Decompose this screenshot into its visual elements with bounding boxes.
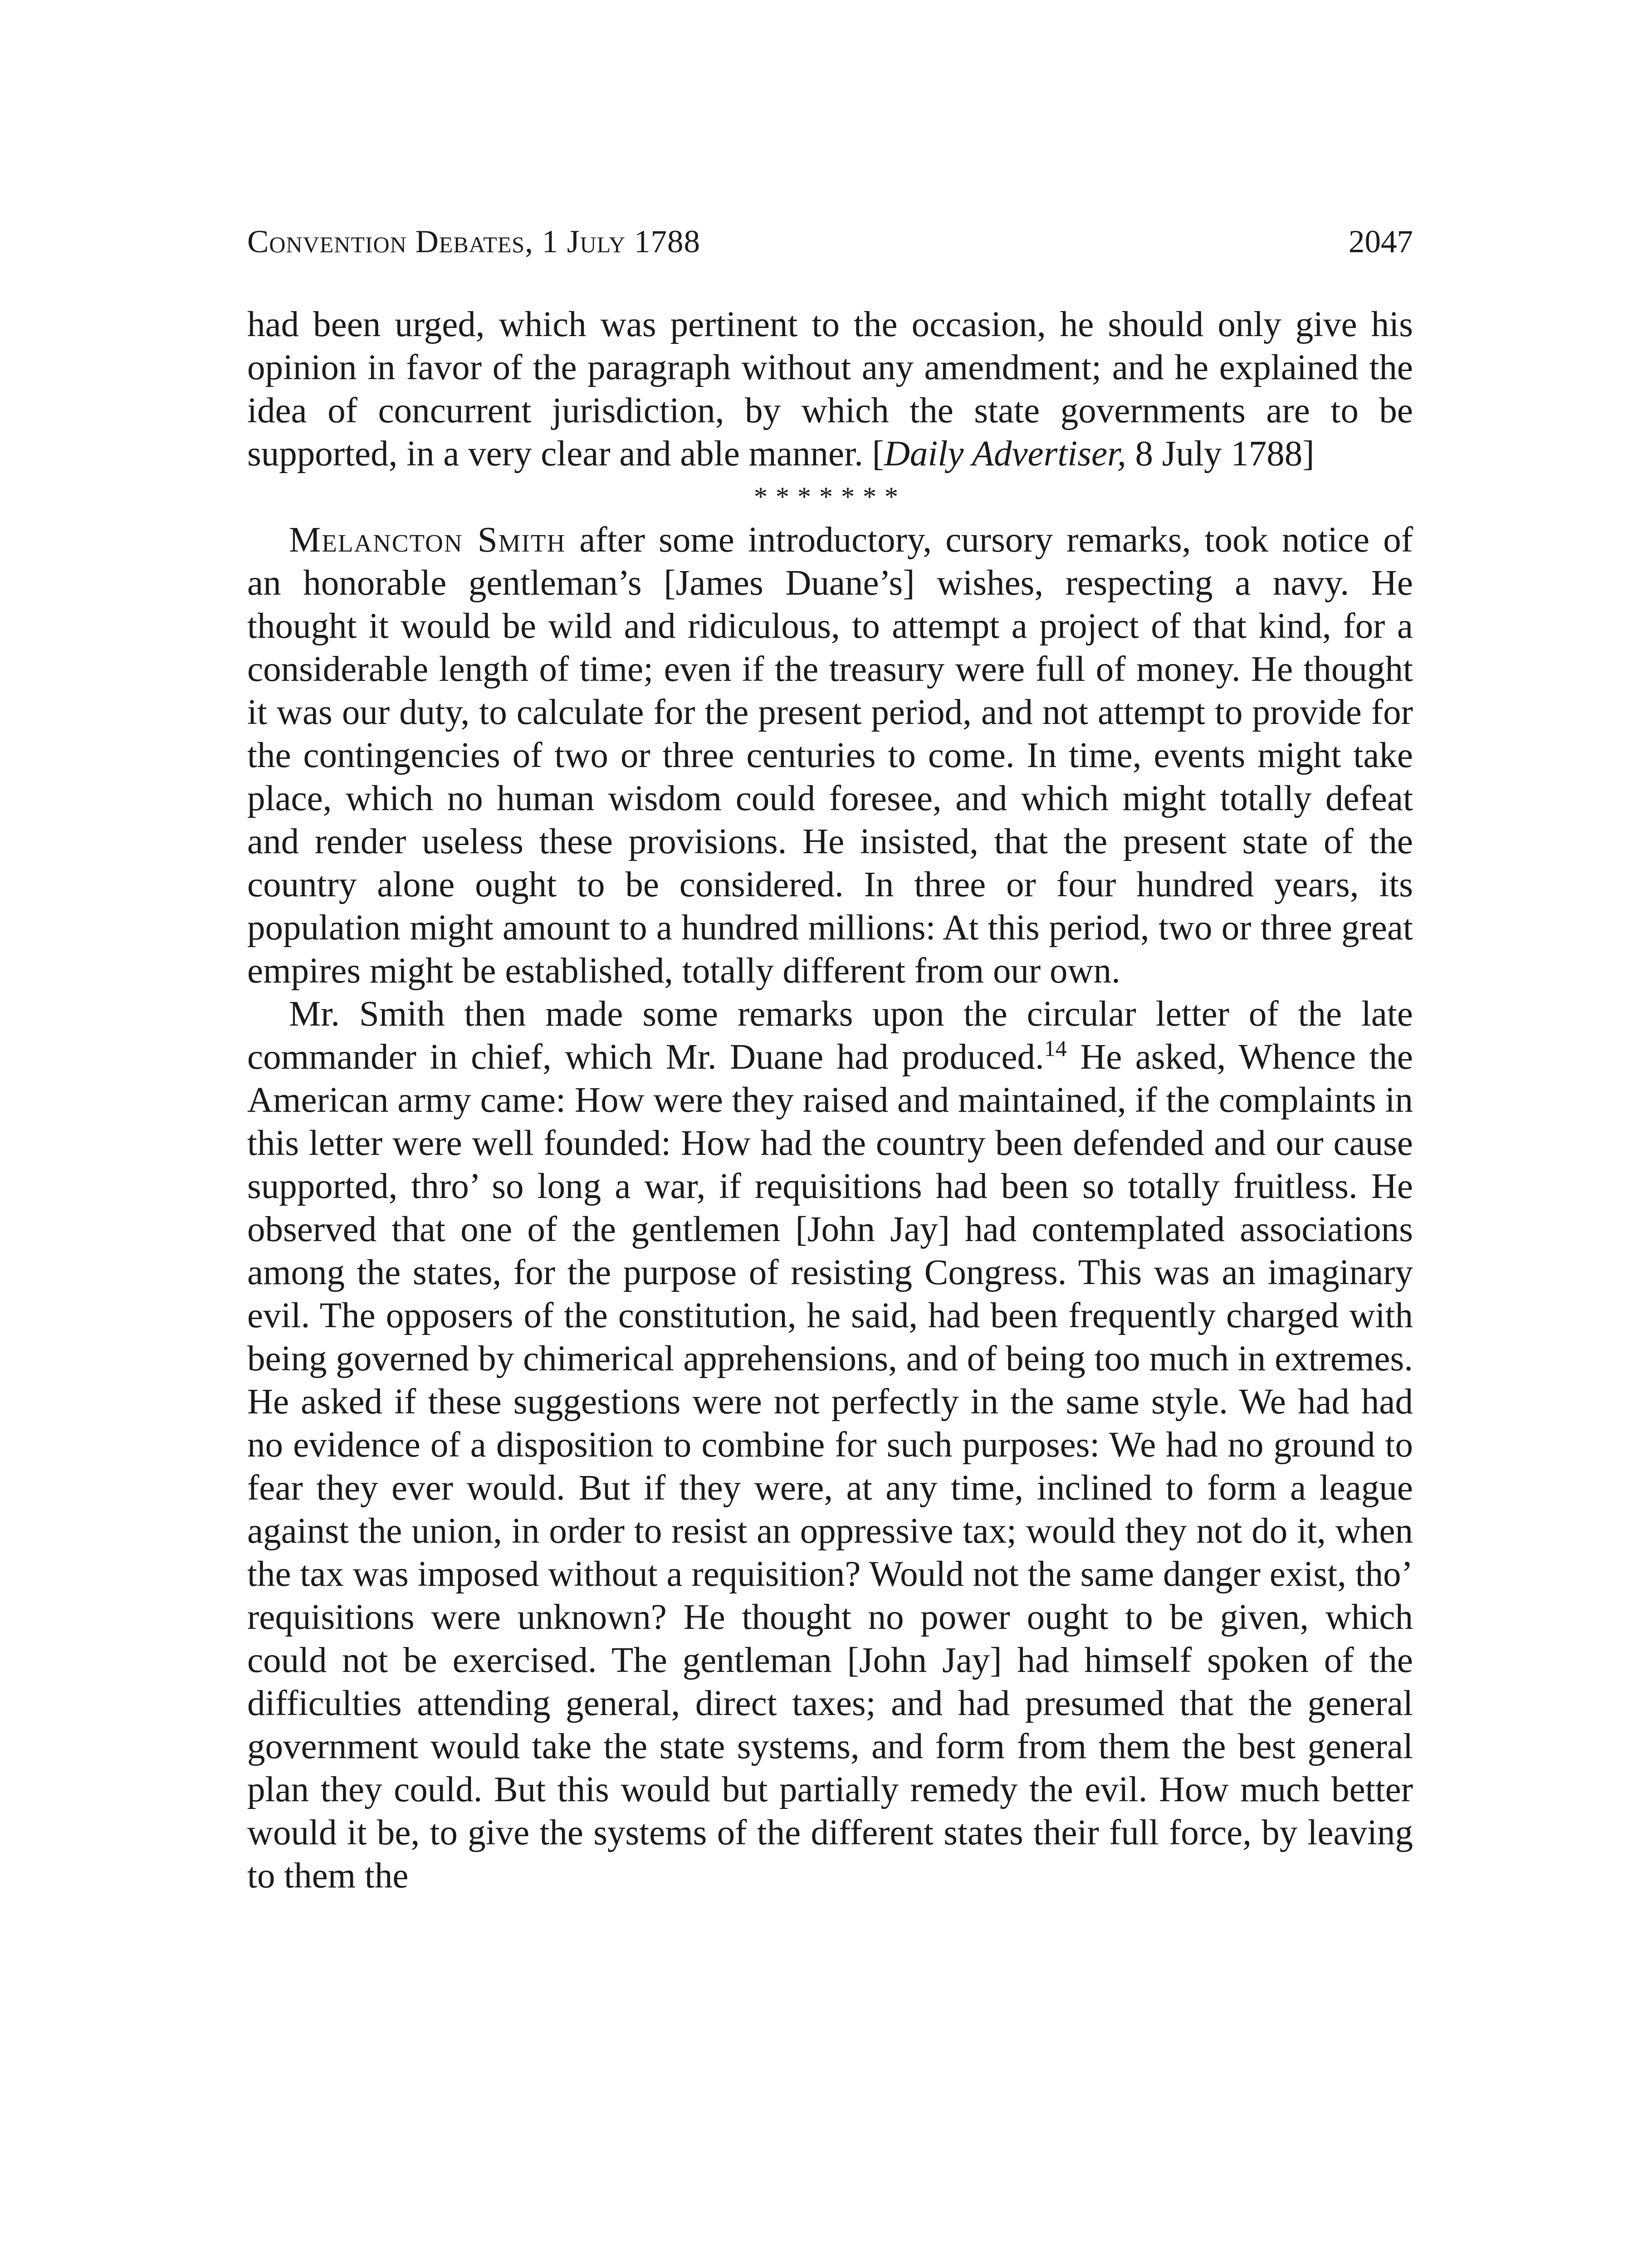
running-head: Convention Debates, 1 July 1788	[247, 224, 700, 259]
paragraph-3-text-start: Mr. Smith then made some remarks upon the circular letter of the late commander in chief, which Mr. Duane had produced.	[247, 994, 1413, 1077]
page-header	[247, 217, 1413, 267]
paragraph-smith-circular-letter	[247, 992, 1413, 1897]
paragraph-smith-navy	[247, 518, 1413, 992]
section-break-ornament: *******	[754, 482, 906, 512]
source-date: 8 July 1788]	[1126, 434, 1315, 474]
paragraph-3-text-rest: He asked, Whence the American army came: How were they raised and maintained, if the complaints in this letter were well founded: How had the country been defended and our cause supported, thro’ so long a war, if requisitions had been so totally fruitless. He observed that one of the gentlemen [John Jay] had contemplated associations among the states, for the purpose of resisting Congress. This was an imaginary evil. The opposers of the constitution, he said, had been frequently charged with being governed by chimerical apprehensions, and of being too much in extremes. He asked if these suggestions were not perfectly in the same style. We had had no evidence of a disposition to combine for such purposes: We had no ground to fear they ever would. But if they were, at any time, inclined to form a league against the union, in order to resist an oppressive tax; would they not do it, when the tax was imposed without a requisition? Would not the same danger exist, tho’ requisitions were unknown? He thought no power ought to be given, which could not be exercised. The gentleman [John Jay] had himself spoken of the difficulties attending general, direct taxes; and had presumed that the general government would take the state systems, and form from them the best general plan they could. But this would but partially remedy the evil. How much better would it be, to give the systems of the different states their full force, by leaving to them the	[247, 1037, 1413, 1896]
source-title: Daily Advertiser,	[884, 434, 1126, 474]
speaker-name: Melancton Smith	[289, 520, 566, 560]
body-text	[247, 303, 1413, 1897]
source-citation	[872, 434, 1315, 474]
footnote-reference[interactable]: 14	[1044, 1036, 1067, 1061]
paragraph-2-text: after some introductory, cursory remarks, took notice of an honorable gentleman’s [James Duane’s] wishes, respecting a navy. He thought it would be wild and ridiculous, to attempt a project of that kind, for a considerable length of time; even if the treasury were full of money. He thought it was our duty, to calculate for the present period, and not attempt to provide for the contingencies of two or three centuries to come. In time, events might take place, which no human wisdom could foresee, and which might totally defeat and render useless these provisions. He insisted, that the present state of the country alone ought to be considered. In three or four hundred years, its population might amount to a hundred millions: At this period, two or three great empires might be established, totally different from our own.	[247, 520, 1413, 991]
paragraph-1-text: had been urged, which was pertinent to the occasion, he should only give his opinion in favor of the paragraph without any amendment; and he explained the idea of concurrent jurisdiction, by which the state governments are to be supported, in a very clear and able manner.	[247, 305, 1413, 474]
paragraph-continuation	[247, 303, 1413, 475]
source-open-bracket: [	[872, 434, 884, 474]
page-number: 2047	[1349, 224, 1413, 259]
